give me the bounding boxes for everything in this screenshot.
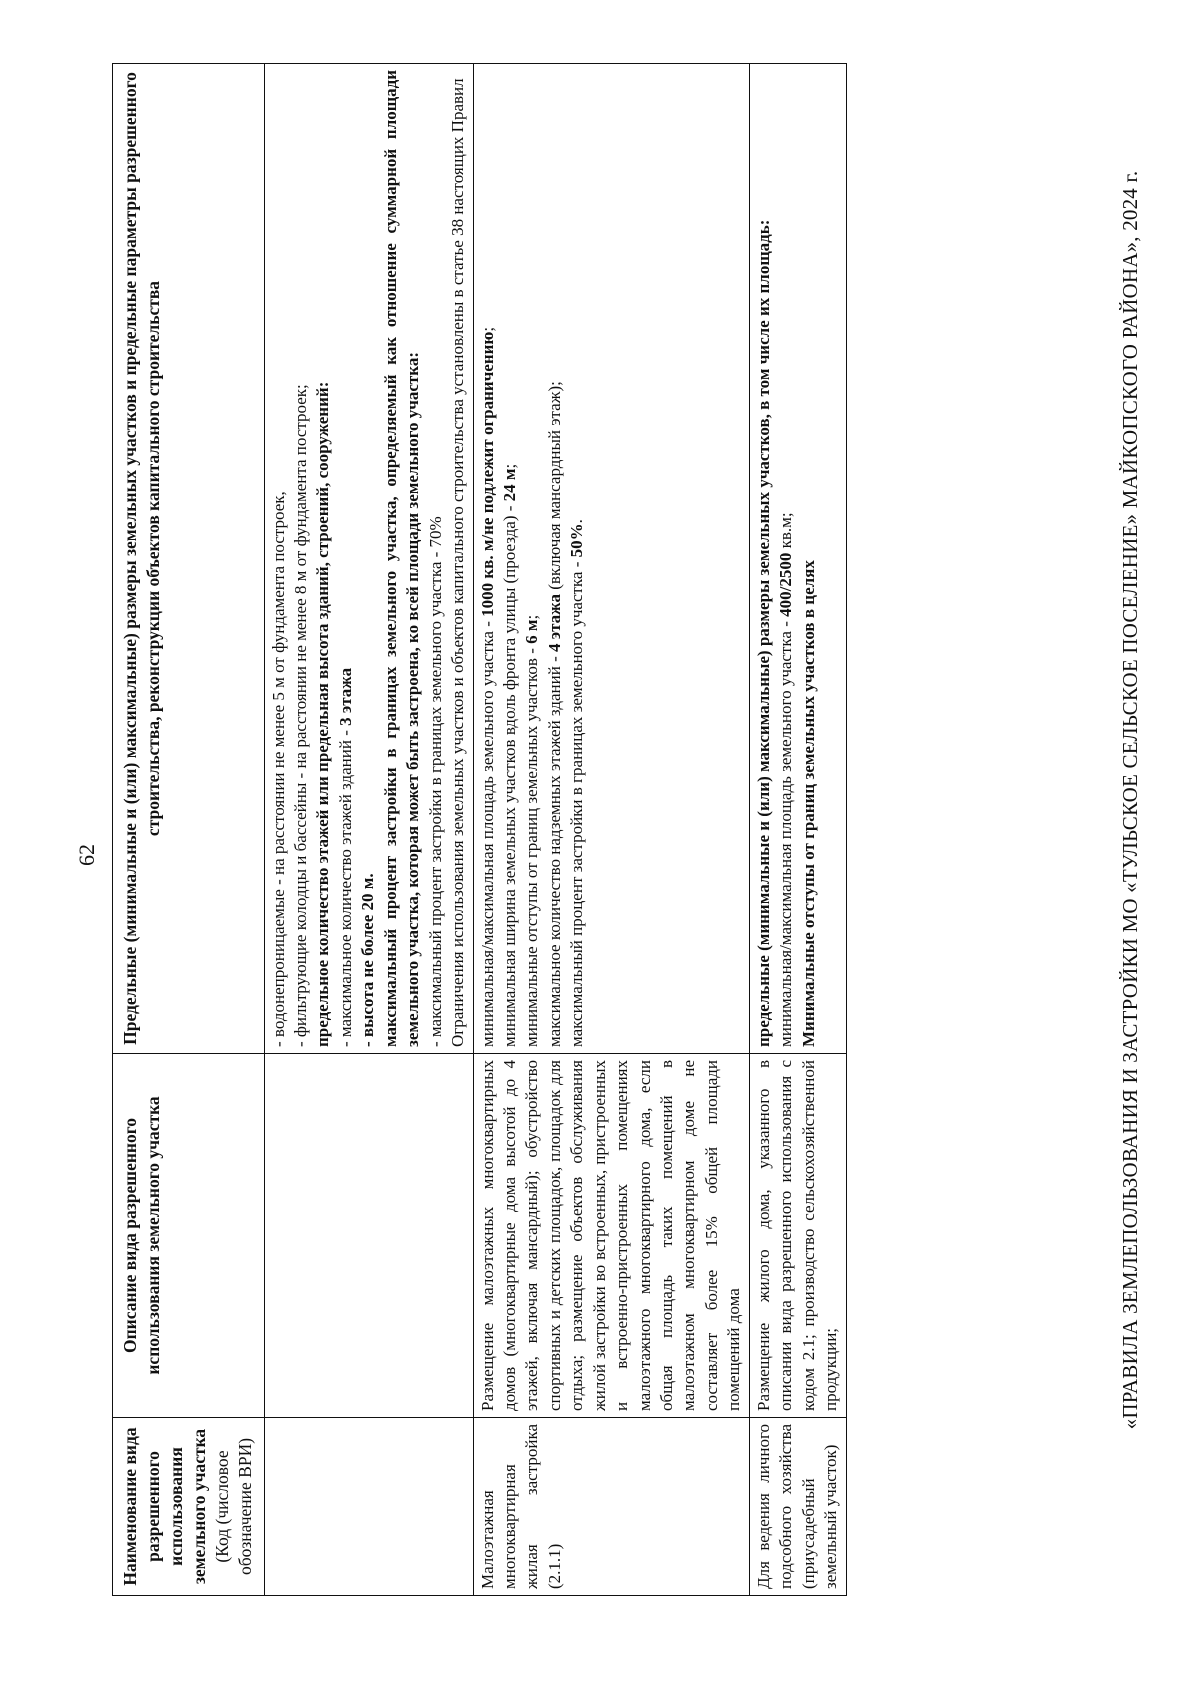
row1-line: предельное количество этажей или предельная высота зданий, строений, сооружений: bbox=[313, 381, 333, 1047]
row1-col2 bbox=[264, 1054, 473, 1418]
table-row bbox=[264, 64, 473, 1596]
row2-col2: Размещение малоэтажных многоквартирных домов (многоквартирные дома высотой до 4 этажей, включая мансардный); обустройство спортивных и детских площадок, площадок для отдыха; размещение объектов обслуживания жилой застройки во встроенных, пристроенных и встроенно-пристроенных помещениях малоэтажного многоквартирного дома, если общая площадь таких помещений в малоэтажном многоквартирном доме не составляет более 15% общей площади помещений дома bbox=[473, 1054, 749, 1418]
page-number: 62 bbox=[74, 844, 99, 866]
row1-line: максимальный процент застройки в границах земельного участка, определяемый как отношение суммарной площади земельного участка, которая может быть застроена, ко всей площади земельного участка: bbox=[380, 70, 423, 1047]
row1-line: - водонепроницаемые - на расстоянии не менее 5 м от фундамента построек, bbox=[268, 491, 288, 1047]
row1-col1 bbox=[264, 1418, 473, 1596]
header-col1-sub: (Код (числовое обозначение ВРИ) bbox=[212, 1437, 256, 1576]
table-row bbox=[749, 64, 846, 1596]
row3-line: Минимальные отступы от границ земельных участков в целях bbox=[798, 560, 818, 1047]
row2-col1: Малоэтажная многоквартирная жилая застройка (2.1.1) bbox=[473, 1418, 749, 1596]
row1-line: - высота не более 20 м. bbox=[358, 873, 378, 1047]
row1-line: - максимальное количество этажей зданий - 3 этажа bbox=[335, 667, 355, 1047]
row3-col2: Размещение жилого дома, указанного в описании вида разрешенного использования с кодом 2.1; производство сельскохозяйственной продукции; bbox=[749, 1054, 846, 1418]
row2-line: максимальное количество надземных этажей зданий - 4 этажа (включая мансардный этаж); bbox=[544, 381, 564, 1047]
row2-col3 bbox=[473, 64, 749, 1054]
row1-line: - фильтрующие колодцы и бассейны - на расстоянии не менее 8 м от фундамента построек; bbox=[291, 384, 310, 1047]
row2-line: минимальные отступы от границ земельных участков - 6 м; bbox=[522, 614, 542, 1047]
header-col3: Предельные (минимальные и (или) максимальные) размеры земельных участков и предельные параметры разрешенного строительства, реконструкции объектов капитального строительства bbox=[113, 64, 265, 1054]
row3-col1: Для ведения личного подсобного хозяйства (приусадебный земельный участок) bbox=[749, 1418, 846, 1596]
table-row bbox=[473, 64, 749, 1596]
row3-line: минимальная/максимальная площадь земельного участка - 400/2500 кв.м; bbox=[776, 512, 796, 1047]
regulations-table bbox=[112, 63, 847, 1596]
row2-line: минимальная ширина земельных участков вдоль фронта улицы (проезда) - 24 м; bbox=[499, 463, 519, 1047]
header-col1 bbox=[113, 1418, 265, 1596]
header-col2: Описание вида разрешенного использования земельного участка bbox=[113, 1054, 265, 1418]
row1-line: Ограничения использования земельных участков и объектов капитального строительства установлены в статье 38 настоящих Правил bbox=[448, 78, 468, 1047]
table-header-row bbox=[113, 64, 265, 1596]
header-col1-title: Наименование вида разрешенного использования земельного участка bbox=[120, 1427, 210, 1586]
row3-col3 bbox=[749, 64, 846, 1054]
row3-line: предельные (минимальные и (или) максимальные) размеры земельных участков, в том числе их площадь: bbox=[753, 219, 773, 1047]
row1-col3 bbox=[264, 64, 473, 1054]
row1-line: - максимальный процент застройки в границах земельного участка - 70% bbox=[425, 516, 445, 1047]
row2-line: максимальный процент застройки в границах земельного участка - 50%. bbox=[567, 519, 587, 1047]
row2-line: минимальная/максимальная площадь земельного участка - 1000 кв. м/не подлежит ограничению; bbox=[477, 326, 497, 1047]
document-footer: «ПРАВИЛА ЗЕМЛЕПОЛЬЗОВАНИЯ И ЗАСТРОЙКИ МО «ТУЛЬСКОЕ СЕЛЬСКОЕ ПОСЕЛЕНИЕ» МАЙКОПСКОГО РАЙОНА», 2024 г. bbox=[1118, 170, 1142, 1430]
